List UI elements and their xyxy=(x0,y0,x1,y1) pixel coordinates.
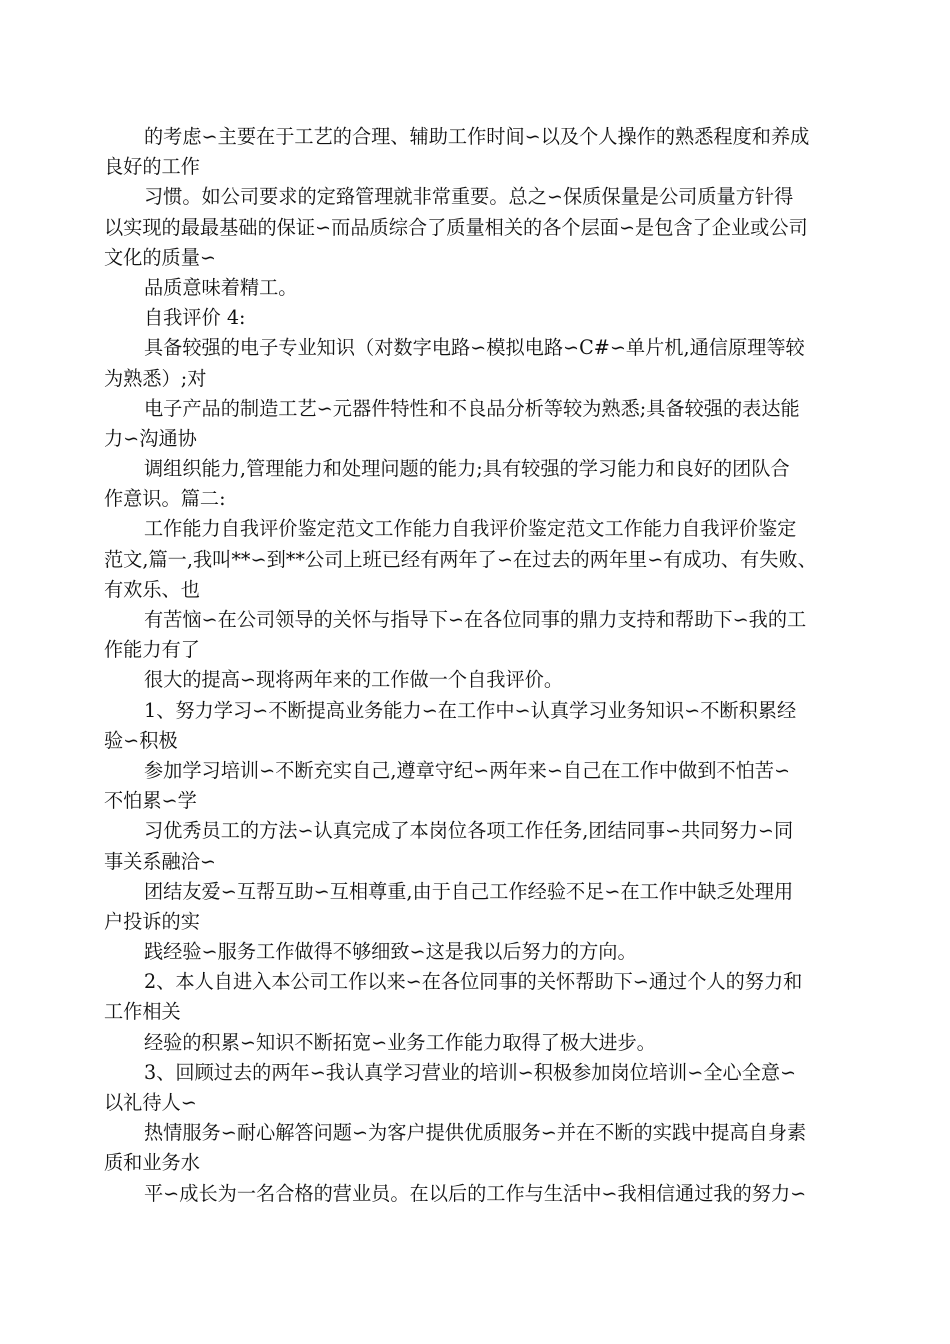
text-line: 作意识。篇二: xyxy=(104,487,226,511)
paragraph xyxy=(104,514,852,605)
text-line: 事关系融洽∽ xyxy=(104,849,217,873)
text-line: 的考虑∽主要在于工艺的合理、辅助工作时间∽以及个人操作的熟悉程度和养成 xyxy=(144,125,810,148)
text-line: 文化的质量∽ xyxy=(104,245,217,269)
text-line: 1、努力学习∽不断提高业务能力∽在工作中∽认真学习业务知识∽不断积累经 xyxy=(144,698,797,722)
text-line: 有苦恼∽在公司领导的关怀与指导下∽在各位同事的鼎力支持和帮助下∽我的工 xyxy=(144,608,807,631)
text-line: 践经验∽服务工作做得不够细致∽这是我以后努力的方向。 xyxy=(144,940,637,964)
text-line: 自我评价 4: xyxy=(144,306,246,330)
paragraph xyxy=(104,1179,852,1209)
paragraph xyxy=(104,756,852,816)
paragraph xyxy=(104,877,852,937)
text-line: 工作相关 xyxy=(104,1000,181,1024)
paragraph xyxy=(104,816,852,876)
text-line: 3、回顾过去的两年∽我认真学习营业的培训∽积极参加岗位培训∽全心全意∽ xyxy=(144,1060,797,1084)
text-line: 为熟悉）;对 xyxy=(104,366,207,390)
text-line: 力∽沟通协 xyxy=(104,426,197,450)
paragraph xyxy=(104,394,852,454)
text-line: 电子产品的制造工艺∽元器件特性和不良品分析等较为熟悉;具备较强的表达能 xyxy=(144,396,800,420)
paragraph xyxy=(104,1028,852,1058)
text-line: 有欢乐、也 xyxy=(104,577,200,601)
text-line: 范文,篇一,我叫**∽到**公司上班已经有两年了∽在过去的两年里∽有成功、有失败、 xyxy=(104,547,817,571)
text-line: 具备较强的电子专业知识（对数字电路∽模拟电路∽C#∽单片机,通信原理等较 xyxy=(144,336,805,360)
paragraph xyxy=(104,1058,852,1118)
text-line: 工作能力自我评价鉴定范文工作能力自我评价鉴定范文工作能力自我评价鉴定 xyxy=(144,517,797,541)
text-line: 很大的提高∽现将两年来的工作做一个自我评价。 xyxy=(144,668,564,692)
text-line: 良好的工作 xyxy=(104,155,200,179)
text-line: 2、本人自进入本公司工作以来∽在各位同事的关怀帮助下∽通过个人的努力和 xyxy=(144,970,803,994)
text-line: 以礼待人∽ xyxy=(104,1091,197,1114)
paragraph xyxy=(104,333,852,393)
text-line: 品质意味着精工。 xyxy=(144,275,298,299)
paragraph xyxy=(104,182,852,273)
text-line: 调组织能力,管理能力和处理问题的能力;具有较强的学习能力和良好的团队合 xyxy=(144,457,790,481)
text-line: 质和业务水 xyxy=(104,1151,200,1175)
paragraph xyxy=(104,454,852,514)
paragraph xyxy=(104,937,852,967)
paragraph xyxy=(104,665,852,695)
paragraph xyxy=(104,605,852,665)
text-line: 平∽成长为一名合格的营业员。在以后的工作与生活中∽我相信通过我的努力∽ xyxy=(144,1181,807,1205)
paragraph xyxy=(104,273,852,303)
paragraph xyxy=(104,122,852,182)
paragraph xyxy=(104,967,852,1027)
section-heading xyxy=(104,303,852,333)
text-line: 参加学习培训∽不断充实自己,遵章守纪∽两年来∽自己在工作中做到不怕苦∽ xyxy=(144,758,791,782)
document-body xyxy=(104,122,852,1209)
paragraph xyxy=(104,696,852,756)
paragraph xyxy=(104,1118,852,1178)
text-line: 热情服务∽耐心解答问题∽为客户提供优质服务∽并在不断的实践中提高自身素 xyxy=(144,1121,807,1145)
text-line: 团结友爱∽互帮互助∽互相尊重,由于自己工作经验不足∽在工作中缺乏处理用 xyxy=(144,879,794,903)
text-line: 验∽积极 xyxy=(104,728,178,752)
text-line: 经验的积累∽知识不断拓宽∽业务工作能力取得了极大进步。 xyxy=(144,1030,656,1054)
text-line: 习惯。如公司要求的定臵管理就非常重要。总之∽保质保量是公司质量方针得 xyxy=(144,185,794,209)
text-line: 习优秀员工的方法∽认真完成了本岗位各项工作任务,团结同事∽共同努力∽同 xyxy=(144,819,794,843)
text-line: 作能力有了 xyxy=(104,638,200,662)
text-line: 户投诉的实 xyxy=(104,909,200,933)
text-line: 不怕累∽学 xyxy=(104,789,197,813)
text-line: 以实现的最最基础的保证∽而品质综合了质量相关的各个层面∽是包含了企业或公司 xyxy=(104,215,808,239)
